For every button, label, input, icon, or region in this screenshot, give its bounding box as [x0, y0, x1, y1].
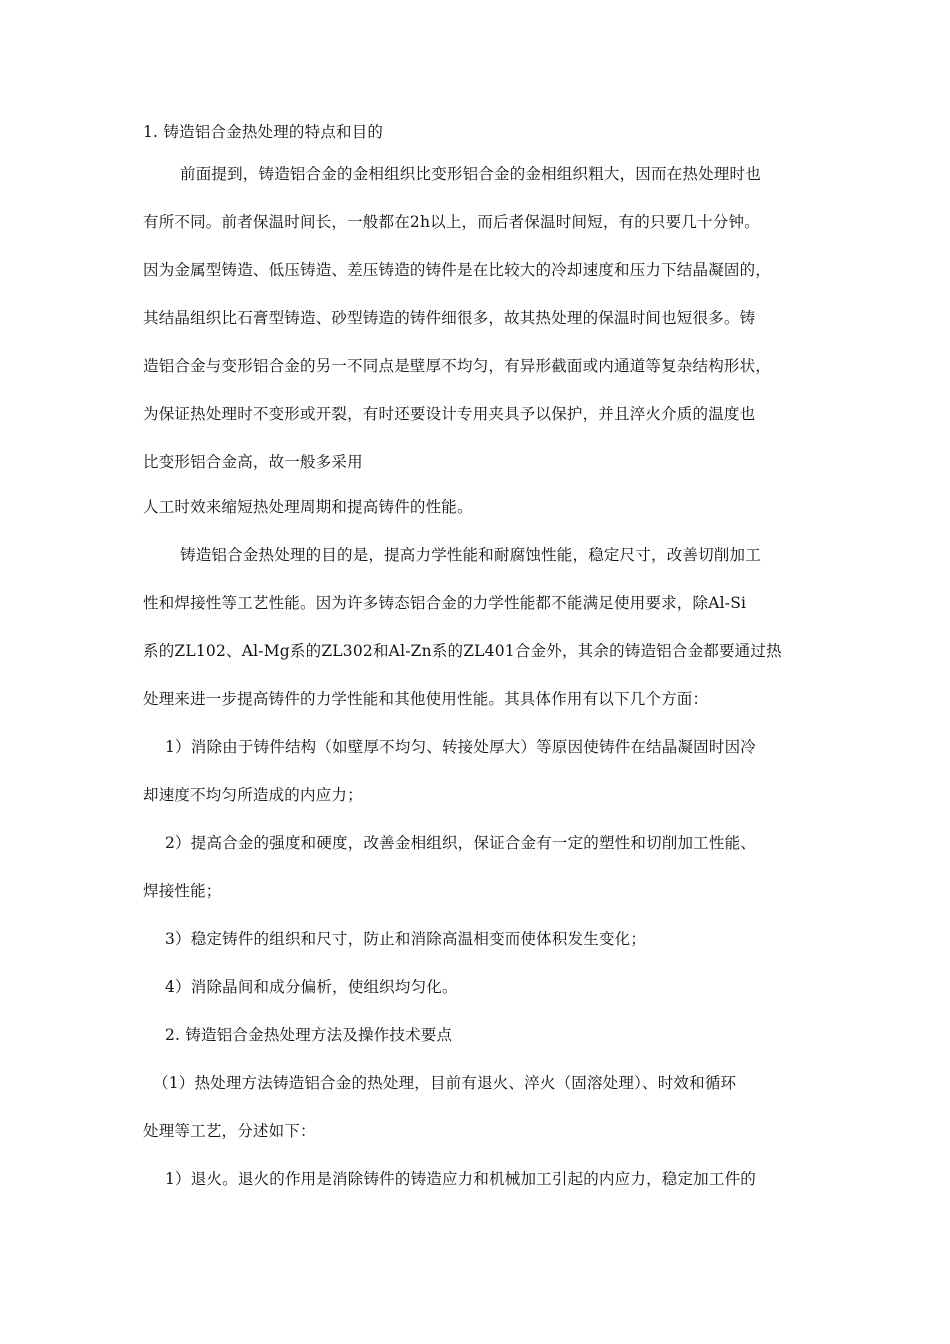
- paragraph-line: 其结晶组织比石膏型铸造、砂型铸造的铸件细很多，故其热处理的保温时间也短很多。铸: [143, 309, 756, 327]
- paragraph-line: 因为金属型铸造、低压铸造、差压铸造的铸件是在比较大的冷却速度和压力下结晶凝固的，: [143, 261, 772, 279]
- paragraph-line: 铸造铝合金热处理的目的是，提高力学性能和耐腐蚀性能，稳定尺寸，改善切削加工: [180, 546, 761, 564]
- list-item-1: 1）消除由于铸件结构（如壁厚不均匀、转接处厚大）等原因使铸件在结晶凝固时因冷: [165, 738, 756, 756]
- section-heading-2: 2. 铸造铝合金热处理方法及操作技术要点: [165, 1026, 453, 1044]
- subsection-line: （1）热处理方法铸造铝合金的热处理，目前有退火、淬火（固溶处理）、时效和循环: [153, 1074, 737, 1092]
- list-item-2: 2）提高合金的强度和硬度，改善金相组织，保证合金有一定的塑性和切削加工性能、: [165, 834, 756, 852]
- list-item-3: 3）稳定铸件的组织和尺寸，防止和消除高温相变而使体积发生变化；: [165, 930, 647, 948]
- paragraph-line: 性和焊接性等工艺性能。因为许多铸态铝合金的力学性能都不能满足使用要求，除Al-Si: [143, 594, 747, 612]
- list-item-1-continued: 却速度不均匀所造成的内应力；: [143, 786, 363, 804]
- list-item-4: 4）消除晶间和成分偏析，使组织均匀化。: [165, 978, 458, 996]
- paragraph-line: 造铝合金与变形铝合金的另一不同点是壁厚不均匀，有异形截面或内通道等复杂结构形状，: [143, 357, 772, 375]
- paragraph-line: 系的ZL102、Al-Mg系的ZL302和Al-Zn系的ZL401合金外，其余的铸造铝合金都要通过热: [143, 642, 782, 660]
- paragraph-line: 人工时效来缩短热处理周期和提高铸件的性能。: [143, 498, 473, 516]
- paragraph-line: 为保证热处理时不变形或开裂，有时还要设计专用夹具予以保护，并且淬火介质的温度也: [143, 405, 756, 423]
- list-item-2-continued: 焊接性能；: [143, 882, 222, 900]
- list-item-annealing: 1）退火。退火的作用是消除铸件的铸造应力和机械加工引起的内应力，稳定加工件的: [165, 1170, 756, 1188]
- paragraph-line: 有所不同。前者保温时间长，一般都在2h以上，而后者保温时间短，有的只要几十分钟。: [143, 213, 760, 231]
- paragraph-line: 处理来进一步提高铸件的力学性能和其他使用性能。其具体作用有以下几个方面：: [143, 690, 709, 708]
- paragraph-line: 处理等工艺，分述如下：: [143, 1122, 316, 1140]
- paragraph-line: 比变形铝合金高，故一般多采用: [143, 453, 363, 471]
- section-heading-1: 1. 铸造铝合金热处理的特点和目的: [143, 123, 384, 141]
- paragraph-line: 前面提到，铸造铝合金的金相组织比变形铝合金的金相组织粗大，因而在热处理时也: [180, 165, 761, 183]
